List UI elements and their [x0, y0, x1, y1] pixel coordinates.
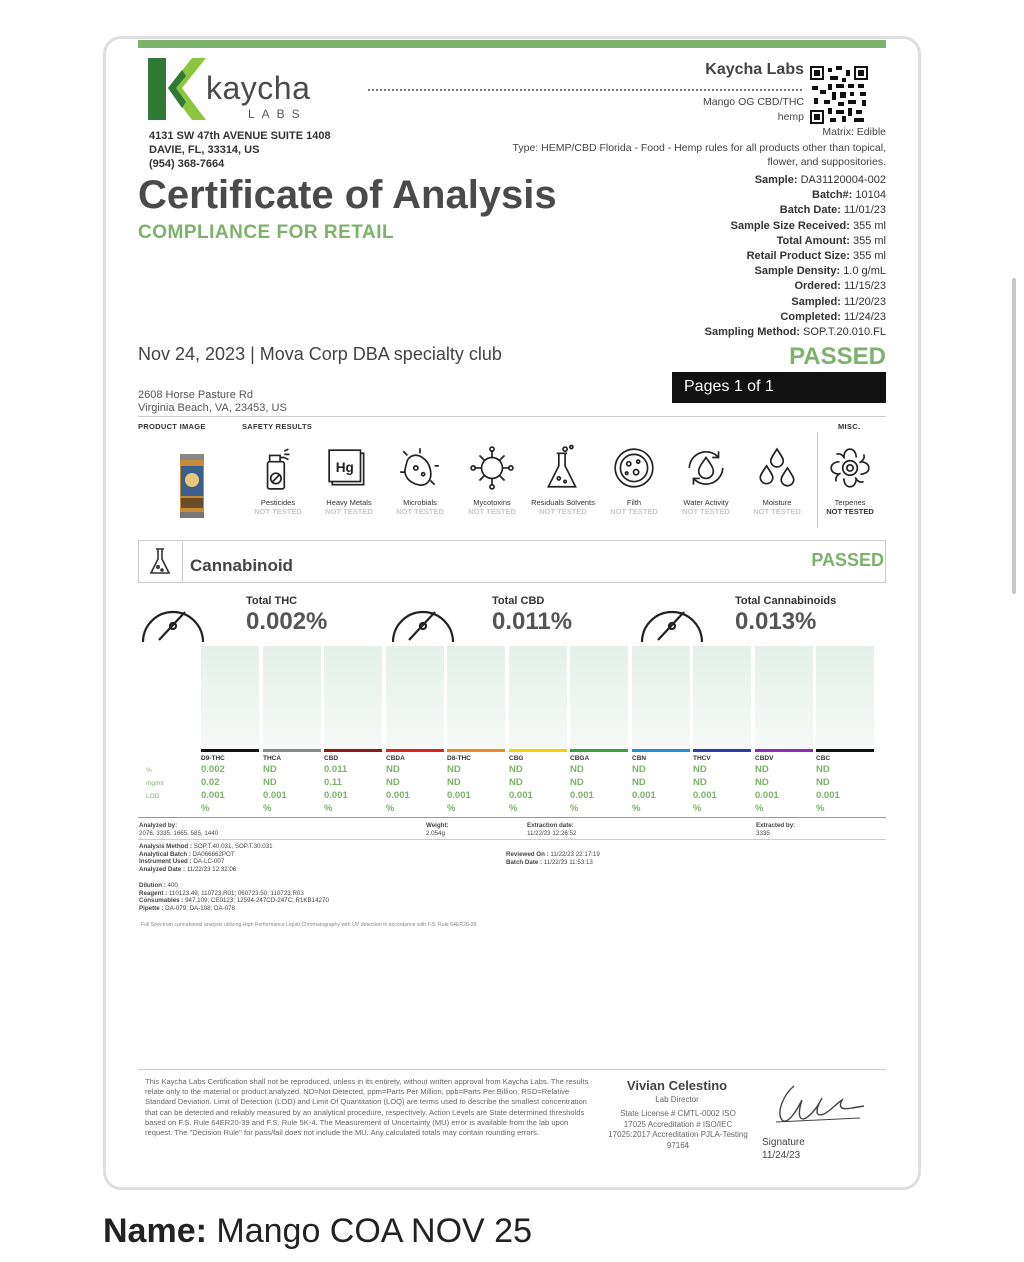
column-color-line	[755, 749, 813, 752]
signature-icon	[772, 1078, 868, 1130]
safety-name: Pesticides	[260, 498, 296, 507]
product-can-image	[172, 452, 212, 520]
type-line2: flower, and suppositories.	[767, 156, 886, 168]
value-lod: 0.001	[632, 790, 656, 801]
column-bar	[447, 646, 505, 749]
qr-code-icon[interactable]	[810, 66, 868, 124]
value-pct: 0.002	[201, 764, 225, 775]
value-pct: 0.011	[324, 764, 348, 775]
safety-item-filth	[601, 444, 667, 516]
value-lod: 0.001	[816, 790, 840, 801]
flask-icon	[540, 444, 586, 494]
value-pct: ND	[509, 764, 523, 775]
cannabinoid-status: PASSED	[811, 550, 884, 570]
logo-sub: LABS	[248, 107, 307, 121]
safety-status: NOT TESTED	[254, 507, 302, 516]
matrix: Matrix: Edible	[822, 126, 886, 138]
column-color-line	[509, 749, 567, 752]
safety-item-heavy-metals	[316, 444, 382, 516]
safety-name: Terpenes	[834, 498, 866, 507]
safety-status: NOT TESTED	[325, 507, 373, 516]
meta-row: Ordered: 11/15/23	[794, 280, 886, 293]
value-unit: %	[570, 803, 579, 814]
lab-name: Kaycha Labs	[705, 61, 804, 78]
product-image-label: PRODUCT IMAGE	[138, 422, 206, 431]
signature-label: Signature 11/24/23	[762, 1137, 805, 1161]
value-mg: ND	[386, 777, 400, 788]
dotted-divider	[368, 89, 802, 91]
value-lod: 0.001	[263, 790, 287, 801]
safety-status: NOT TESTED	[826, 507, 874, 516]
row-label-mg: mg/ml	[146, 780, 164, 787]
column-bar	[570, 646, 628, 749]
value-lod: 0.001	[693, 790, 717, 801]
value-pct: ND	[755, 764, 769, 775]
value-mg: 0.02	[201, 777, 220, 788]
value-pct: ND	[693, 764, 707, 775]
value-unit: %	[632, 803, 641, 814]
hg-element-icon	[326, 444, 372, 494]
signer-license: State License # CMTL-0002 ISO 17025 Accreditation # ISO/IEC 17025:2017 Accreditation PJLA-Testing 97164	[608, 1109, 748, 1150]
value-pct: ND	[570, 764, 584, 775]
row-label-pct: %	[146, 767, 152, 774]
value-unit: %	[263, 803, 272, 814]
gauge-icon	[636, 592, 708, 648]
top-accent-bar	[138, 40, 886, 48]
product-name: Mango OG CBD/THC	[703, 96, 804, 108]
value-mg: ND	[447, 777, 461, 788]
divider	[138, 839, 886, 840]
value-mg: 0.11	[324, 777, 342, 788]
safety-label: SAFETY RESULTS	[242, 422, 313, 431]
column-color-line	[386, 749, 444, 752]
extracted-by: Extracted by: 3335	[756, 822, 796, 837]
value-mg: ND	[570, 777, 584, 788]
column-bar	[201, 646, 259, 749]
page-indicator: Pages 1 of 1	[672, 372, 886, 403]
value-unit: %	[386, 803, 395, 814]
disclaimer: This Kaycha Labs Certification shall not be reproduced, unless in its entirety, without written approval from Kaycha Labs. The results relate only to the material or product analyzed. ND=Not Detected, ppm=Parts Per Million, ppb=Parts Per Billion, RSD=Relative Standard Deviation. Limit of Detection (LOD) and Limit Of Quantitation (LOQ) are terms used to describe the smallest concentration that can be detected and reliably measured by an analytical procedure, respectively. Action Levels are State determined thresholds based on F.S. Rule 64ER20-39 and F.S. Rule 5K-4. The Measurement of Uncertainty (MU) error is available from the lab upon request. The "Decision Rule" for pass/fail does not include the MU. Any calculated totals may contain rounding errors.	[145, 1077, 589, 1138]
review-details: Reviewed On : 11/22/23 22:17:19 Batch Date : 11/22/23 11:53:13	[506, 851, 600, 866]
value-mg: ND	[509, 777, 523, 788]
spray-bottle-icon	[255, 444, 301, 494]
column-color-line	[632, 749, 690, 752]
column-name: CBC	[816, 755, 831, 762]
column-name: D8-THC	[447, 755, 471, 762]
total-cbd-label: Total CBD	[492, 595, 545, 607]
divider	[138, 1069, 886, 1070]
column-name: CBD	[324, 755, 339, 762]
divider	[138, 416, 886, 417]
safety-name: Microbials	[403, 498, 437, 507]
safety-item-water-activity	[673, 444, 739, 516]
gauge-icon	[137, 592, 209, 648]
gauge-icon	[387, 592, 459, 648]
value-mg: ND	[755, 777, 769, 788]
page-title: Certificate of Analysis	[138, 173, 557, 217]
reagent-details: Dilution : 400 Reagent : 110123.49; 110723.R01; 060723.50; 110723.R03 Consumables : 947.109; CE0123; 12594-247CD-247C; R1KB14270 Pipette : DA-079; DA-108; DA-078	[139, 882, 329, 912]
meta-row: Batch Date: 11/01/23	[779, 204, 886, 217]
total-cannabinoids-value: 0.013%	[735, 608, 817, 635]
row-label-lod: LOD	[146, 793, 160, 800]
safety-item-microbials	[387, 444, 453, 516]
value-unit: %	[447, 803, 456, 814]
column-bar	[632, 646, 690, 749]
safety-status: NOT TESTED	[682, 507, 730, 516]
column-name: CBG	[509, 755, 524, 762]
column-bar	[263, 646, 321, 749]
logo-text: kaycha	[206, 70, 311, 106]
water-cycle-icon	[683, 444, 729, 494]
status-badge: PASSED	[789, 343, 886, 370]
value-lod: 0.001	[509, 790, 533, 801]
value-lod: 0.001	[447, 790, 471, 801]
column-bar	[324, 646, 382, 749]
value-lod: 0.001	[755, 790, 779, 801]
misc-label: MISC.	[838, 422, 861, 431]
lab-address: 4131 SW 47th AVENUE SUITE 1408 DAVIE, FL, 33314, US (954) 368-7664	[149, 130, 331, 170]
microbe-icon	[397, 444, 443, 494]
safety-status: NOT TESTED	[610, 507, 658, 516]
meta-row: Sampling Method: SOP.T.20.010.FL	[704, 326, 886, 339]
value-lod: 0.001	[324, 790, 348, 801]
file-name-caption: Name: Mango COA NOV 25	[103, 1212, 532, 1250]
column-color-line	[263, 749, 321, 752]
sample-meta	[705, 173, 886, 340]
column-name: THCV	[693, 755, 711, 762]
value-unit: %	[509, 803, 518, 814]
safety-name: Moisture	[762, 498, 792, 507]
page-subtitle: COMPLIANCE FOR RETAIL	[138, 222, 395, 243]
column-name: CBDV	[755, 755, 774, 762]
safety-name: Water Activity	[683, 498, 729, 507]
value-mg: ND	[816, 777, 830, 788]
column-bar	[386, 646, 444, 749]
total-cannabinoids-label: Total Cannabinoids	[735, 595, 837, 607]
safety-item-terpenes	[817, 444, 883, 516]
cannabinoid-title: Cannabinoid	[190, 556, 293, 575]
total-thc-label: Total THC	[246, 595, 298, 607]
analysis-details: Analysis Method : SOP.T.40.031, SOP.T.30.031 Analytical Batch : DA066662POT Instrument Used : DA-LC-007 Analyzed Date : 11/22/23 12:32:06	[139, 843, 273, 873]
value-pct: ND	[632, 764, 646, 775]
misc-divider	[817, 432, 818, 528]
safety-status: NOT TESTED	[396, 507, 444, 516]
value-pct: ND	[816, 764, 830, 775]
safety-status: NOT TESTED	[539, 507, 587, 516]
safety-name: Filth	[626, 498, 642, 507]
meta-row: Sample Density: 1.0 g/mL	[754, 265, 886, 278]
column-name: THCA	[263, 755, 282, 762]
column-color-line	[816, 749, 874, 752]
column-name: CBN	[632, 755, 647, 762]
meta-row: Sample Size Received: 355 ml	[730, 219, 886, 232]
svg-text:Hg: Hg	[335, 460, 354, 476]
value-pct: ND	[447, 764, 461, 775]
type-line1: Type: HEMP/CBD Florida - Food - Hemp rules for all products other than topical,	[512, 142, 886, 154]
column-name: D9-THC	[201, 755, 225, 762]
value-unit: %	[755, 803, 764, 814]
safety-status: NOT TESTED	[753, 507, 801, 516]
column-color-line	[324, 749, 382, 752]
column-name: CBDA	[386, 755, 405, 762]
divider	[138, 817, 886, 818]
safety-item-moisture	[744, 444, 810, 516]
value-pct: ND	[263, 764, 277, 775]
client-line: Nov 24, 2023 | Mova Corp DBA specialty club	[138, 344, 502, 364]
total-thc-value: 0.002%	[246, 608, 328, 635]
meta-row: Sample: DA31120004-002	[754, 174, 886, 186]
meta-row: Total Amount: 355 ml	[776, 234, 886, 247]
client-address: 2608 Horse Pasture Rd Virginia Beach, VA, 23453, US	[138, 389, 287, 414]
safety-item-residuals-solvents	[530, 444, 596, 516]
column-color-line	[201, 749, 259, 752]
extraction-date: Extraction date: 11/22/23 12:26:52	[527, 822, 577, 837]
value-lod: 0.001	[386, 790, 410, 801]
value-mg: ND	[263, 777, 277, 788]
petri-dish-icon	[611, 444, 657, 494]
scrollbar[interactable]	[1012, 278, 1016, 594]
value-pct: ND	[386, 764, 400, 775]
column-bar	[509, 646, 567, 749]
safety-status: NOT TESTED	[468, 507, 516, 516]
column-bar	[816, 646, 874, 749]
method-note: Full Spectrum cannabinoid analysis utilizing High Performance Liquid Chromatography with UV detection in accordance with F.S. Rule 64ER20-39.	[141, 922, 478, 928]
product-type: hemp	[777, 111, 804, 123]
analyzed-by: Analyzed by: 2076, 3335, 1665, 585, 1440	[139, 822, 219, 837]
value-mg: ND	[632, 777, 646, 788]
column-name: CBGA	[570, 755, 590, 762]
meta-row: Batch#: 10104	[812, 189, 886, 202]
meta-row: Retail Product Size: 355 ml	[746, 250, 886, 263]
column-bar	[693, 646, 751, 749]
safety-item-pesticides	[245, 444, 311, 516]
value-mg: ND	[693, 777, 707, 788]
value-unit: %	[816, 803, 825, 814]
flower-icon	[827, 444, 873, 494]
signer-name: Vivian Celestino	[626, 1078, 728, 1093]
safety-name: Heavy Metals	[326, 498, 372, 507]
value-unit: %	[693, 803, 702, 814]
safety-item-mycotoxins	[459, 444, 525, 516]
column-color-line	[693, 749, 751, 752]
flask-icon	[148, 545, 172, 577]
droplets-icon	[754, 444, 800, 494]
value-unit: %	[201, 803, 210, 814]
safety-name: Residuals Solvents	[531, 498, 595, 507]
section-divider	[182, 542, 183, 582]
meta-row: Sampled: 11/20/23	[791, 295, 886, 308]
weight: Weight: 2.054g	[426, 822, 449, 837]
column-color-line	[570, 749, 628, 752]
virus-icon	[469, 444, 515, 494]
value-unit: %	[324, 803, 333, 814]
safety-name: Mycotoxins	[473, 498, 511, 507]
value-lod: 0.001	[570, 790, 594, 801]
column-bar	[755, 646, 813, 749]
column-color-line	[447, 749, 505, 752]
meta-row: Completed: 11/24/23	[780, 310, 886, 323]
value-lod: 0.001	[201, 790, 225, 801]
total-cbd-value: 0.011%	[492, 608, 573, 635]
signer-role: Lab Director	[655, 1095, 699, 1104]
